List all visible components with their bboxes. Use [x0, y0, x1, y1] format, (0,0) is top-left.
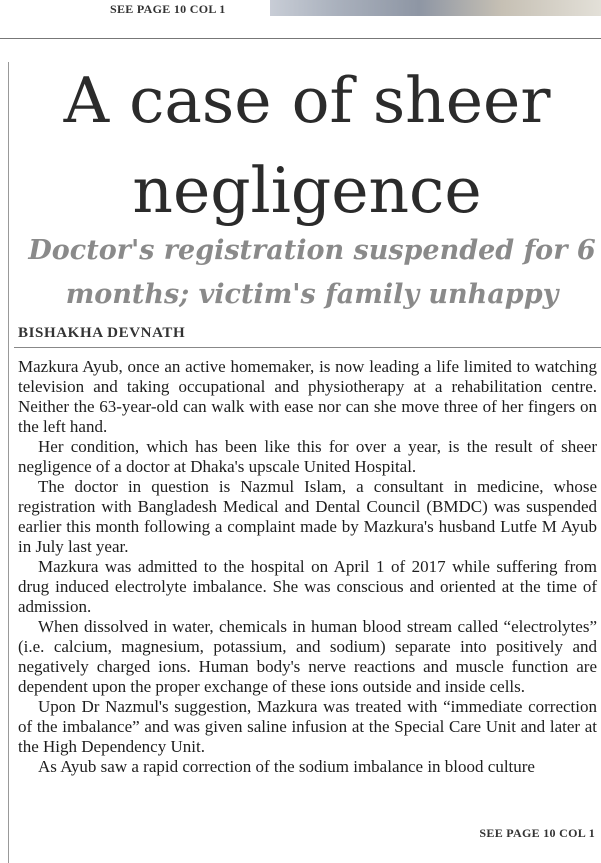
top-divider: [0, 38, 601, 39]
byline-divider: [14, 347, 601, 348]
paragraph: Mazkura was admitted to the hospital on April 1 of 2017 while suffering from drug induced electrolyte imbalance. She was conscious and oriented at the time of admission.: [18, 557, 597, 616]
byline: BISHAKHA DEVNATH: [18, 325, 186, 341]
subheadline: Doctor's registration suspended for 6 months; victim's family unhappy: [28, 235, 596, 310]
headline: A case of sheer negligence: [63, 64, 551, 227]
bottom-continuation-ref[interactable]: SEE PAGE 10 COL 1: [479, 826, 595, 840]
paragraph: When dissolved in water, chemicals in human blood stream called “electrolytes” (i.e. calcium, magnesium, potassium, and sodium) separate into positively and negatively charged ions. Human body's nerve reactions and muscle function are dependent upon the proper exchange of these ions outside and inside cells.: [18, 617, 597, 696]
paragraph: Her condition, which has been like this for over a year, is the result of sheer negligence of a doctor at Dhaka's upscale United Hospital.: [18, 437, 597, 476]
article-body: [18, 357, 597, 777]
paragraph: Upon Dr Nazmul's suggestion, Mazkura was treated with “immediate correction of the imbalance” and was given saline infusion at the Special Care Unit and later at the High Dependency Unit.: [18, 697, 597, 756]
paragraph: As Ayub saw a rapid correction of the sodium imbalance in blood culture: [38, 757, 535, 776]
left-column-rule: [8, 62, 9, 863]
paragraph: Mazkura Ayub, once an active homemaker, is now leading a life limited to watching television and taking occupational and physiotherapy at a rehabilitation centre. Neither the 63-year-old can walk with ease nor can she move three of her fingers on the left hand.: [18, 357, 597, 436]
top-strip: [0, 0, 601, 22]
top-photo-strip: [270, 0, 601, 16]
top-continuation-ref: SEE PAGE 10 COL 1: [110, 2, 226, 16]
paragraph: The doctor in question is Nazmul Islam, a consultant in medicine, whose registration with Bangladesh Medical and Dental Council (BMDC) was suspended earlier this month following a complaint made by Mazkura's husband Lutfe M Ayub in July last year.: [18, 477, 597, 556]
